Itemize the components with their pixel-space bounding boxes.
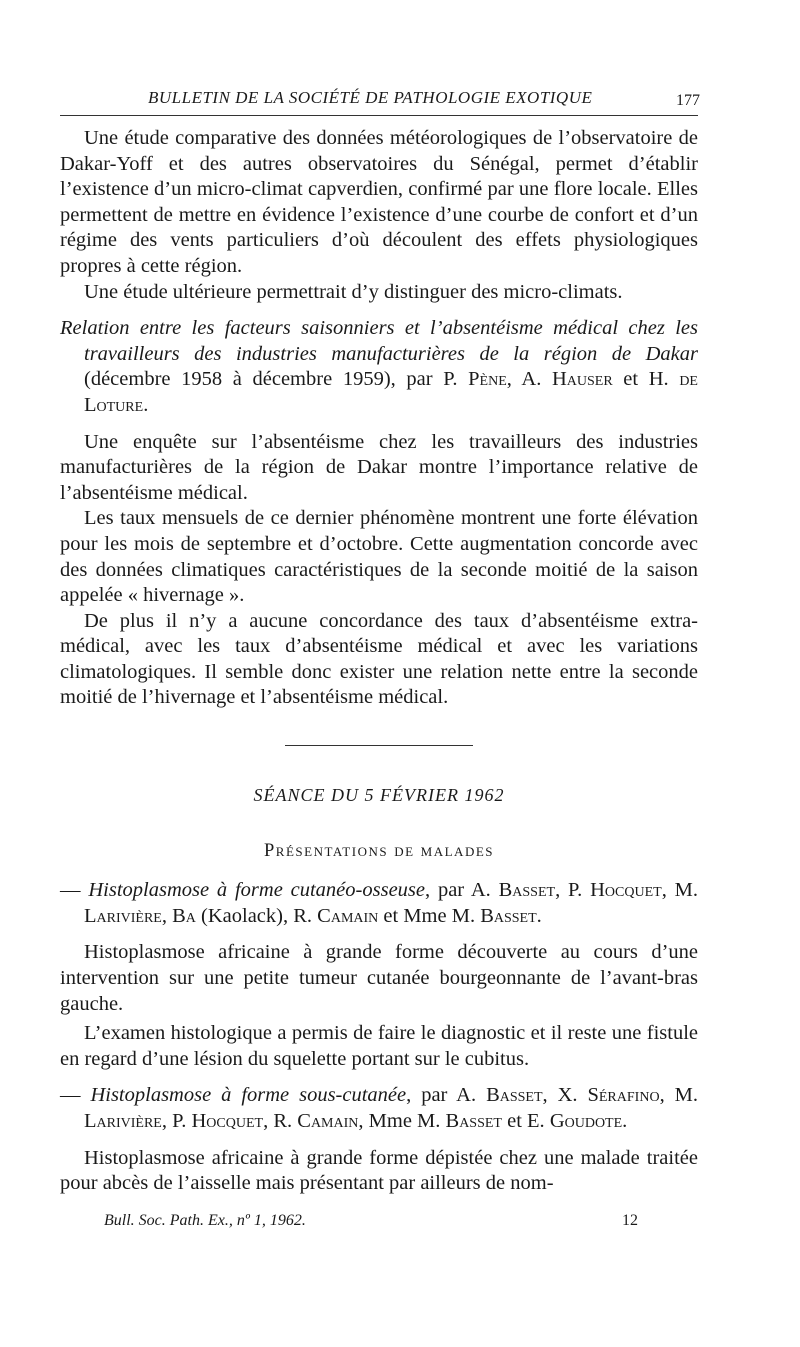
footer-signature-mark: 12 xyxy=(622,1212,638,1229)
case2-title: Histoplasmose à forme sous-cutanée xyxy=(90,1084,407,1107)
case2-paragraph: Histoplasmose africaine à grande forme dépistée chez une malade traitée pour abcès de l’aisselle mais présentant par ailleurs de nom- xyxy=(60,1146,698,1195)
article-paragraph-1: Une enquête sur l’absentéisme chez les travailleurs des industries manufacturières de la région de Dakar montre l’importance relative de l’absentéisme médical. xyxy=(60,430,698,504)
article-heading: Relation entre les facteurs saisonniers et l’absentéisme médical chez les travailleurs des industries manufacturières de la région de Dakar (décembre 1958 à décembre 1959), par P. Pène, A. Hauser et H. de Loture. xyxy=(60,317,698,416)
seance-heading: SÉANCE DU 5 FÉVRIER 1962 xyxy=(253,785,505,806)
page-number: 177 xyxy=(676,92,700,109)
intro-paragraph-2: Une étude ultérieure permettrait d’y distinguer des micro-climats. xyxy=(84,280,623,303)
case1-paragraph-2: L’examen histologique a permis de faire le diagnostic et il reste une fistule en regard d’une lésion du squelette portant sur le cubitus. xyxy=(60,1022,698,1070)
page-body xyxy=(60,126,698,1197)
intro-paragraph-1: Une étude comparative des données météorologiques de l’observatoire de Dakar-Yoff et des autres observatoires du Sénégal, permet d’établir l’existence d’un micro-climat capverdien, confirmé par une flore locale. Elles permettent de mettre en évidence l’existence d’une courbe de confort et d’un régime des vents particuliers d’où découlent des effets physiologiques propres à cette région. xyxy=(60,127,698,277)
case1-title: Histoplasmose à forme cutanéo-osseuse xyxy=(88,879,425,902)
article-meta: (décembre 1958 à décembre 1959), par P. xyxy=(84,368,469,391)
running-head xyxy=(60,88,700,114)
author-hauser: Hauser xyxy=(551,368,613,391)
presentations-heading: Présentations de malades xyxy=(264,840,494,861)
case1-paragraph-1: Histoplasmose africaine à grande forme découverte au cours d’une intervention sur une petite tumeur cutanée bourgeonnante de l’avant-bras gauche. xyxy=(60,941,698,1015)
footer-citation: Bull. Soc. Path. Ex., nº 1, 1962. xyxy=(104,1212,306,1229)
article-paragraph-2: Les taux mensuels de ce dernier phénomène montrent une forte élévation pour les mois de septembre et d’octobre. Cette augmentation concorde avec des données climatiques caractéristiques de la seconde moitié de la saison appelée « hivernage ». xyxy=(60,507,698,607)
header-rule xyxy=(60,115,698,116)
author-pene: Pène xyxy=(468,368,507,391)
case2-heading: — Histoplasmose à forme sous-cutanée, par A. Basset, X. Sérafino, M. Larivière, P. Hocquet, R. Camain, Mme M. Basset et E. Goudote. xyxy=(60,1084,698,1132)
article-title: Relation entre les facteurs saisonniers et l’absentéisme médical chez les travailleurs des industries manufacturières de la région de Dakar xyxy=(60,317,698,365)
author-de-loture: de Loture xyxy=(84,368,698,416)
running-title: BULLETIN DE LA SOCIÉTÉ DE PATHOLOGIE EXOTIQUE xyxy=(148,88,593,107)
section-separator xyxy=(285,745,473,746)
case1-heading: — Histoplasmose à forme cutanéo-osseuse, par A. Basset, P. Hocquet, M. Larivière, Ba (Kaolack), R. Camain et Mme M. Basset. xyxy=(60,879,698,927)
article-paragraph-3: De plus il n’y a aucune concordance des taux d’absentéisme extra-médical, avec les taux d’absentéisme médical et avec les variations climatologiques. Il semble donc exister une relation nette entre la seconde moitié de l’hivernage et l’absentéisme médical. xyxy=(60,609,698,709)
page-footer xyxy=(104,1212,638,1230)
